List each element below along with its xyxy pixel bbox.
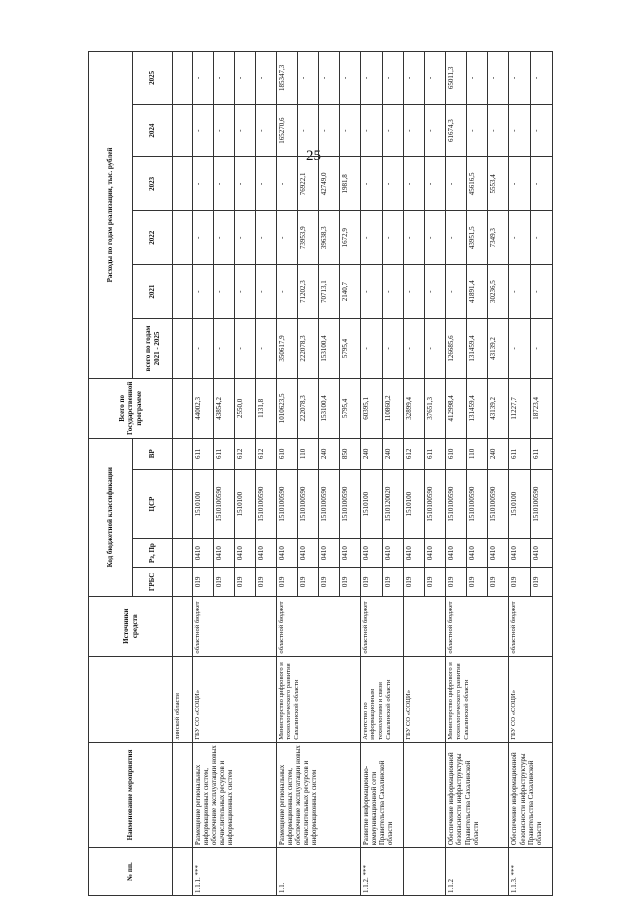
value-2023: - — [425, 157, 446, 211]
value-2025: - — [339, 52, 360, 105]
value-2025: - — [360, 52, 382, 105]
row-number: 1.1. — [276, 848, 360, 896]
grbs-code: 019 — [446, 568, 467, 597]
grbs-code: 019 — [297, 568, 318, 597]
total-program-value: 131459,4 — [467, 378, 488, 438]
funding-source: областной бюджет — [192, 596, 276, 656]
total-program-value: 60395,1 — [360, 378, 382, 438]
value-2021: 2140,7 — [339, 265, 360, 319]
funding-source: областной бюджет — [276, 596, 360, 656]
value-2022: - — [234, 211, 255, 265]
total-program-value: 1010623,5 — [276, 378, 297, 438]
vr-code: 611 — [425, 438, 446, 469]
value-2021: - — [255, 265, 276, 319]
cell — [173, 438, 193, 469]
value-2024: - — [509, 104, 531, 157]
value-2024: 165270,6 — [276, 104, 297, 157]
csr-code: 1510100 — [192, 469, 213, 538]
rzpr-code: 0410 — [404, 539, 425, 568]
csr-code: 1510100590 — [425, 469, 446, 538]
value-2025: - — [255, 52, 276, 105]
rzpr-code: 0410 — [509, 539, 531, 568]
rzpr-code: 0410 — [276, 539, 297, 568]
table-row — [192, 52, 213, 896]
vr-code: 610 — [446, 438, 467, 469]
value-2024: - — [192, 104, 213, 157]
vr-code: 610 — [276, 438, 297, 469]
grbs-code: 019 — [192, 568, 213, 597]
total-years-value: - — [404, 319, 425, 379]
executor: Министерство цифрового и технологического развития Сахалинской области — [446, 656, 509, 742]
cell — [173, 104, 193, 157]
value-2022: - — [425, 211, 446, 265]
activity-name: Размещение региональных информационных систем, обеспечение эксплуатации новых вычислительных ресурсов и информационных систем — [192, 742, 276, 847]
col-executor-header — [89, 656, 173, 742]
value-2022: - — [213, 211, 234, 265]
col-rzpr-header: Рз, Пр — [133, 539, 173, 568]
csr-code: 1510100590 — [297, 469, 318, 538]
vr-code: 612 — [234, 438, 255, 469]
total-years-value: 5795,4 — [339, 319, 360, 379]
total-program-value: 153100,4 — [318, 378, 339, 438]
value-2024: - — [531, 104, 553, 157]
value-2022: - — [446, 211, 467, 265]
value-2023: 42749,0 — [318, 157, 339, 211]
value-2023: 45616,5 — [467, 157, 488, 211]
vr-code: 612 — [255, 438, 276, 469]
value-2022: - — [404, 211, 425, 265]
total-program-value: 2550,0 — [234, 378, 255, 438]
funding-source: областной бюджет — [509, 596, 553, 656]
row-number: 1.1.2. *** — [360, 848, 404, 896]
value-2023: 5553,4 — [488, 157, 509, 211]
grbs-code: 019 — [339, 568, 360, 597]
table-row — [276, 52, 297, 896]
vr-code: 110 — [467, 438, 488, 469]
value-2023: - — [382, 157, 404, 211]
value-2023: - — [192, 157, 213, 211]
col-budget-code-header: Код бюджетной классификации — [89, 438, 133, 596]
csr-code: 1510120020 — [382, 469, 404, 538]
executor: Агентство по информационным технологиям и связи Сахалинской области — [360, 656, 404, 742]
value-2022: - — [255, 211, 276, 265]
activity-name: Обеспечение информационной безопасности инфраструктуры Правительства Сахалинской области — [509, 742, 553, 847]
value-2024: - — [467, 104, 488, 157]
value-2023: - — [213, 157, 234, 211]
value-2022: 1672,9 — [339, 211, 360, 265]
col-csr-header: ЦСР — [133, 469, 173, 538]
grbs-code: 019 — [509, 568, 531, 597]
col-num-header: № пп. — [89, 848, 173, 896]
activity-name: Обеспечение информационной безопасности инфраструктуры Правительства Сахалинской области — [446, 742, 509, 847]
vr-code: 611 — [192, 438, 213, 469]
col-name-header: Наименование мероприятия — [89, 742, 173, 847]
vr-code: 240 — [488, 438, 509, 469]
value-2021: - — [531, 265, 553, 319]
total-years-value: 131459,4 — [467, 319, 488, 379]
value-2021: 70713,1 — [318, 265, 339, 319]
rzpr-code: 0410 — [488, 539, 509, 568]
row-number: 1.1.2 — [446, 848, 509, 896]
csr-code: 1510100590 — [255, 469, 276, 538]
funding-source: областной бюджет — [360, 596, 404, 656]
grbs-code: 019 — [234, 568, 255, 597]
csr-code: 1510100 — [234, 469, 255, 538]
executor: Министерство цифрового и технологического развития Сахалинской области — [276, 656, 360, 742]
grbs-code: 019 — [213, 568, 234, 597]
total-program-value: 5795,4 — [339, 378, 360, 438]
grbs-code: 019 — [360, 568, 382, 597]
value-2023: - — [276, 157, 297, 211]
rzpr-code: 0410 — [382, 539, 404, 568]
rzpr-code: 0410 — [234, 539, 255, 568]
program-expenses-table — [88, 51, 553, 896]
total-years-value: - — [531, 319, 553, 379]
row-number: 1.1.1. *** — [192, 848, 276, 896]
value-2022: 7349,3 — [488, 211, 509, 265]
cell — [173, 157, 193, 211]
total-program-value: 43139,2 — [488, 378, 509, 438]
value-2025: - — [425, 52, 446, 105]
csr-code: 1510100590 — [488, 469, 509, 538]
total-years-value: - — [255, 319, 276, 379]
total-program-value: 43854,2 — [213, 378, 234, 438]
total-years-value: - — [192, 319, 213, 379]
value-2021: - — [446, 265, 467, 319]
value-2025: - — [509, 52, 531, 105]
value-2025: - — [192, 52, 213, 105]
value-2022: - — [509, 211, 531, 265]
value-2022: - — [531, 211, 553, 265]
row-number — [404, 848, 446, 896]
value-2023: 1981,8 — [339, 157, 360, 211]
value-2025: - — [382, 52, 404, 105]
value-2021: - — [425, 265, 446, 319]
vr-code: 611 — [213, 438, 234, 469]
value-2024: - — [318, 104, 339, 157]
value-2025: - — [234, 52, 255, 105]
total-program-value: 44002,3 — [192, 378, 213, 438]
total-program-value: 222078,3 — [297, 378, 318, 438]
col-2022-header: 2022 — [133, 211, 173, 265]
total-years-value: 43139,2 — [488, 319, 509, 379]
cell — [173, 378, 193, 438]
grbs-code: 019 — [488, 568, 509, 597]
funding-source: областной бюджет — [446, 596, 509, 656]
value-2025: 185347,3 — [276, 52, 297, 105]
rzpr-code: 0410 — [318, 539, 339, 568]
csr-code: 1510100 — [360, 469, 382, 538]
value-2024: 61674,3 — [446, 104, 467, 157]
total-years-value: - — [509, 319, 531, 379]
value-2023: - — [360, 157, 382, 211]
page-number: 25 — [306, 148, 321, 164]
col-total-program-header: Всего по Государственной программе — [89, 378, 173, 438]
total-program-value: 412998,4 — [446, 378, 467, 438]
csr-code: 1510100 — [404, 469, 425, 538]
value-2023: - — [531, 157, 553, 211]
executor: ГБУ СО «СОЦИ» — [192, 656, 276, 742]
vr-code: 240 — [382, 438, 404, 469]
csr-code: 1510100590 — [467, 469, 488, 538]
value-2023: - — [509, 157, 531, 211]
value-2024: - — [360, 104, 382, 157]
total-years-value: 222078,3 — [297, 319, 318, 379]
table-row — [404, 52, 425, 896]
col-vr-header: ВР — [133, 438, 173, 469]
rzpr-code: 0410 — [425, 539, 446, 568]
value-2022: - — [382, 211, 404, 265]
cell — [173, 742, 193, 847]
executor: ГБУ СО «СОЦИ» — [404, 656, 446, 742]
col-total-years-header: всего по годам 2021 - 2025 — [133, 319, 173, 379]
value-2025: - — [531, 52, 553, 105]
csr-code: 1510100 — [509, 469, 531, 538]
csr-code: 1510100590 — [446, 469, 467, 538]
value-2025: 65011,3 — [446, 52, 467, 105]
row-number: 1.1.3. *** — [509, 848, 553, 896]
value-2024: - — [425, 104, 446, 157]
value-2021: 41891,4 — [467, 265, 488, 319]
carry-executor: линской области — [173, 656, 193, 742]
value-2024: - — [488, 104, 509, 157]
value-2024: - — [255, 104, 276, 157]
value-2024: - — [404, 104, 425, 157]
vr-code: 240 — [318, 438, 339, 469]
value-2021: - — [192, 265, 213, 319]
rzpr-code: 0410 — [255, 539, 276, 568]
total-years-value: 126685,6 — [446, 319, 467, 379]
grbs-code: 019 — [318, 568, 339, 597]
value-2021: - — [360, 265, 382, 319]
col-sources-header: Источники средств — [89, 596, 173, 656]
total-program-value: 110860,2 — [382, 378, 404, 438]
value-2025: - — [404, 52, 425, 105]
rzpr-code: 0410 — [213, 539, 234, 568]
value-2021: 71202,3 — [297, 265, 318, 319]
total-years-value: 350617,9 — [276, 319, 297, 379]
table-row — [509, 52, 531, 896]
value-2022: - — [192, 211, 213, 265]
rzpr-code: 0410 — [339, 539, 360, 568]
cell — [173, 211, 193, 265]
grbs-code: 019 — [382, 568, 404, 597]
grbs-code: 019 — [425, 568, 446, 597]
total-years-value: 153100,4 — [318, 319, 339, 379]
vr-code: 110 — [297, 438, 318, 469]
value-2025: - — [488, 52, 509, 105]
value-2023: - — [234, 157, 255, 211]
header-row-1 — [89, 52, 133, 896]
value-2022: - — [360, 211, 382, 265]
total-program-value: 32899,4 — [404, 378, 425, 438]
cell — [173, 596, 193, 656]
carry-row — [173, 52, 193, 896]
value-2021: 30236,5 — [488, 265, 509, 319]
activity-name: Развитие информационно-коммуникационной сети Правительства Сахалинской области — [360, 742, 404, 847]
total-years-value: - — [425, 319, 446, 379]
total-program-value: 11227,7 — [509, 378, 531, 438]
rzpr-code: 0410 — [192, 539, 213, 568]
value-2025: - — [318, 52, 339, 105]
activity-name: Размещение региональных информационных систем, обеспечение эксплуатации новых вычислительных ресурсов и информационных систем — [276, 742, 360, 847]
rzpr-code: 0410 — [467, 539, 488, 568]
value-2025: - — [213, 52, 234, 105]
value-2023: 76922,1 — [297, 157, 318, 211]
csr-code: 1510100590 — [531, 469, 553, 538]
rzpr-code: 0410 — [297, 539, 318, 568]
table-row — [360, 52, 382, 896]
total-years-value: - — [234, 319, 255, 379]
value-2024: - — [213, 104, 234, 157]
value-2022: 73953,9 — [297, 211, 318, 265]
value-2025: - — [297, 52, 318, 105]
col-2023-header: 2023 — [133, 157, 173, 211]
value-2022: 43951,5 — [467, 211, 488, 265]
csr-code: 1510100590 — [339, 469, 360, 538]
cell — [173, 265, 193, 319]
cell — [173, 469, 193, 538]
grbs-code: 019 — [276, 568, 297, 597]
vr-code: 611 — [531, 438, 553, 469]
total-program-value: 1131,8 — [255, 378, 276, 438]
vr-code: 850 — [339, 438, 360, 469]
value-2023: - — [255, 157, 276, 211]
table-row — [446, 52, 467, 896]
total-program-value: 18723,4 — [531, 378, 553, 438]
csr-code: 1510100590 — [318, 469, 339, 538]
executor: ГБУ СО «СОЦИ» — [509, 656, 553, 742]
value-2021: - — [382, 265, 404, 319]
value-2023: - — [446, 157, 467, 211]
col-2024-header: 2024 — [133, 104, 173, 157]
col-2021-header: 2021 — [133, 265, 173, 319]
cell — [173, 52, 193, 105]
cell — [173, 848, 193, 896]
grbs-code: 019 — [531, 568, 553, 597]
value-2021: - — [404, 265, 425, 319]
col-2025-header: 2025 — [133, 52, 173, 105]
col-grbs-header: ГРБС — [133, 568, 173, 597]
rzpr-code: 0410 — [531, 539, 553, 568]
value-2024: - — [339, 104, 360, 157]
funding-source — [404, 596, 446, 656]
grbs-code: 019 — [404, 568, 425, 597]
total-program-value: 37651,3 — [425, 378, 446, 438]
vr-code: 612 — [404, 438, 425, 469]
csr-code: 1510100590 — [213, 469, 234, 538]
value-2022: 39638,3 — [318, 211, 339, 265]
csr-code: 1510100590 — [276, 469, 297, 538]
value-2025: - — [467, 52, 488, 105]
vr-code: 611 — [509, 438, 531, 469]
grbs-code: 019 — [255, 568, 276, 597]
value-2021: - — [276, 265, 297, 319]
value-2021: - — [509, 265, 531, 319]
rzpr-code: 0410 — [446, 539, 467, 568]
grbs-code: 019 — [467, 568, 488, 597]
value-2021: - — [234, 265, 255, 319]
col-expenses-header: Расходы по годам реализации, тыс. рублей — [89, 52, 133, 379]
cell — [173, 568, 193, 597]
value-2021: - — [213, 265, 234, 319]
table-body — [173, 52, 553, 896]
value-2024: - — [234, 104, 255, 157]
rotated-table-wrap — [88, 51, 553, 896]
activity-name — [404, 742, 446, 847]
value-2023: - — [404, 157, 425, 211]
value-2022: - — [276, 211, 297, 265]
total-years-value: - — [360, 319, 382, 379]
total-years-value: - — [382, 319, 404, 379]
vr-code: 240 — [360, 438, 382, 469]
rzpr-code: 0410 — [360, 539, 382, 568]
total-years-value: - — [213, 319, 234, 379]
cell — [173, 319, 193, 379]
value-2024: - — [297, 104, 318, 157]
value-2024: - — [382, 104, 404, 157]
cell — [173, 539, 193, 568]
